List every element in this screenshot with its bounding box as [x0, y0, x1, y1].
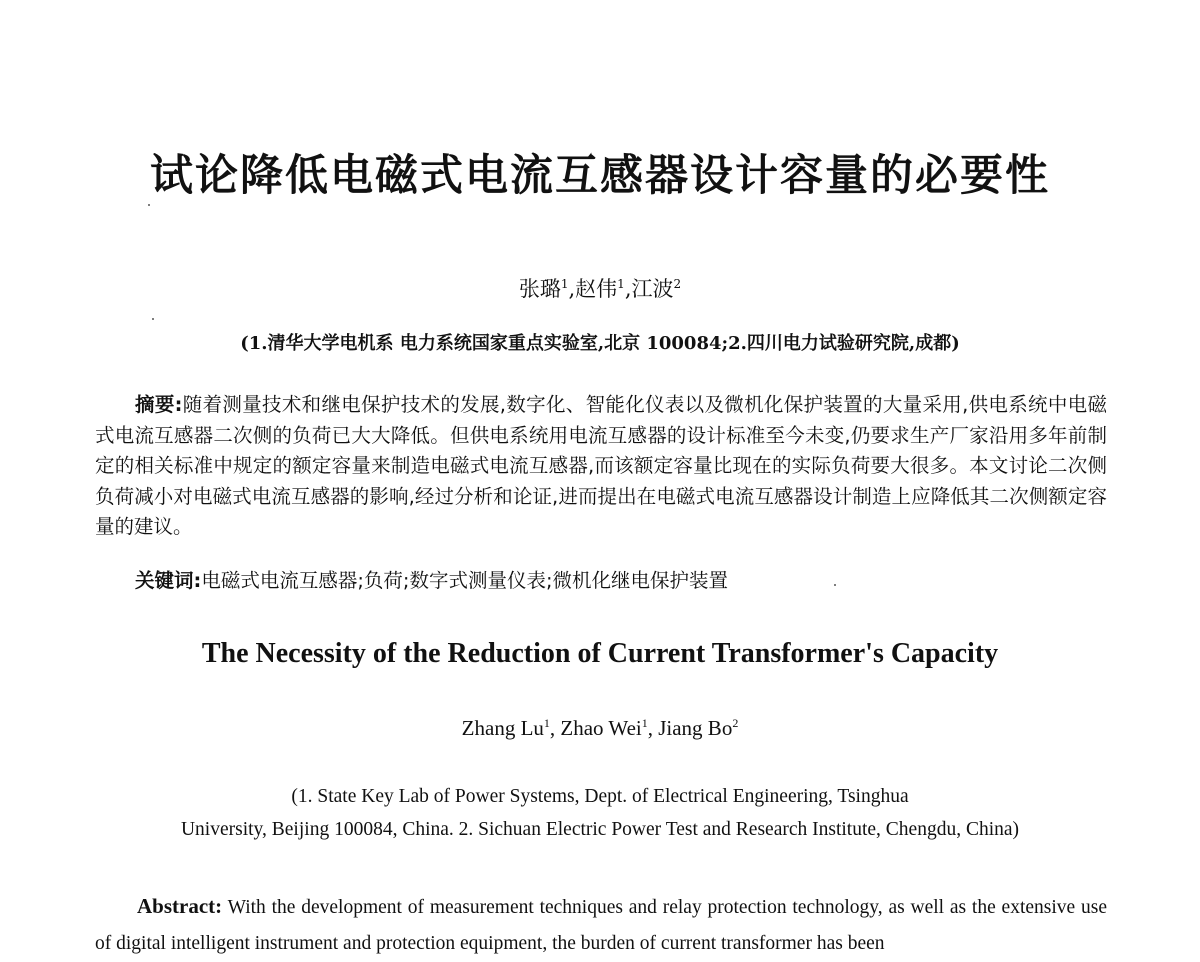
chinese-affiliation: (1.清华大学电机系 电力系统国家重点实验室,北京 100084;2.四川电力试验研究院,成都) — [240, 333, 960, 354]
english-title: The Necessity of the Reduction of Current Transformer's Capacity — [201, 638, 999, 669]
chinese-keywords-text: 电磁式电流互感器;负荷;数字式测量仪表;微机化继电保护装置 — [201, 569, 729, 592]
author-name: 张璐 — [518, 277, 561, 301]
scan-speck — [152, 318, 154, 320]
author-affiliation-mark: 1 — [543, 716, 550, 730]
author-separator: , — [568, 277, 576, 301]
author-affiliation-mark: 1 — [641, 716, 648, 730]
author-name: Zhang Lu — [461, 716, 544, 740]
author-affiliation-mark: 1 — [617, 277, 625, 291]
author-affiliation-mark: 1 — [560, 277, 569, 291]
chinese-abstract-label: 摘要: — [135, 393, 183, 416]
scan-speck — [834, 584, 836, 586]
chinese-abstract — [95, 390, 1107, 543]
author-affiliation-mark: 2 — [673, 277, 682, 291]
author-name: 江波 — [631, 277, 674, 301]
english-abstract-text: With the development of measurement techniques and relay protection technology, as well as the extensive use of digital intelligent instrument and protection equipment, the burden of current transformer has been — [95, 897, 1107, 954]
author-name: Jiang Bo — [658, 716, 733, 740]
author-separator: , — [624, 277, 632, 301]
author-name: 赵伟 — [575, 277, 618, 301]
author-separator: , — [647, 716, 659, 740]
english-affiliation-line-1: (1. State Key Lab of Power Systems, Dept. of Electrical Engineering, Tsinghua — [291, 786, 909, 807]
scan-speck — [148, 204, 150, 206]
author-affiliation-mark: 2 — [732, 716, 739, 730]
chinese-keywords — [135, 567, 728, 595]
chinese-authors — [0, 274, 1200, 304]
chinese-title: 试论降低电磁式电流互感器设计容量的必要性 — [150, 151, 1050, 201]
english-abstract — [95, 888, 1107, 962]
author-name: Zhao Wei — [560, 716, 642, 740]
chinese-abstract-text: 随着测量技术和继电保护技术的发展,数字化、智能化仪表以及微机化保护装置的大量采用,供电系统中电磁式电流互感器二次侧的负荷已大大降低。但供电系统用电流互感器的设计标准至今未变,仍要求生产厂家沿用多年前制定的相关标准中规定的额定容量来制造电磁式电流互感器,而该额定容量比现在的实际负荷要大很多。本文讨论二次侧负荷减小对电磁式电流互感器的影响,经过分析和论证,进而提出在电磁式电流互感器设计制造上应降低其二次侧额定容量的建议。 — [95, 393, 1107, 538]
chinese-keywords-label: 关键词: — [135, 569, 202, 592]
english-abstract-label: Abstract: — [137, 894, 223, 918]
author-separator: , — [549, 716, 561, 740]
english-authors — [0, 713, 1200, 743]
english-affiliation-line-2: University, Beijing 100084, China. 2. Sichuan Electric Power Test and Research Institute, Chengdu, China) — [180, 819, 1020, 840]
